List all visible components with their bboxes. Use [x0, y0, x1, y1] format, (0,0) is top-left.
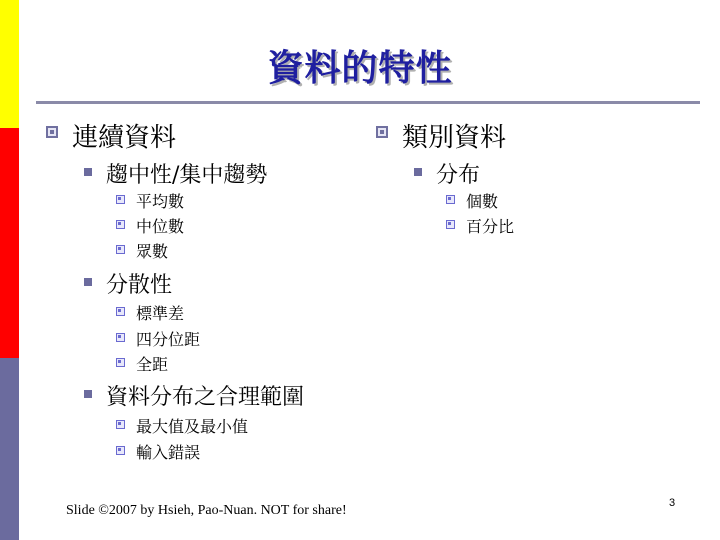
square-bullet-icon — [376, 126, 388, 138]
small-square-bullet-icon — [116, 333, 125, 342]
list-item: 全距 — [136, 355, 169, 374]
list-item: 四分位距 — [136, 330, 201, 349]
filled-square-bullet-icon — [414, 168, 422, 176]
side-bar-red-upper — [0, 128, 19, 256]
title-divider — [36, 101, 700, 104]
side-bar-slate — [0, 358, 19, 540]
group-label: 分散性 — [106, 273, 173, 298]
group-label: 趨中性/集中趨勢 — [106, 163, 268, 188]
list-item: 平均數 — [136, 192, 185, 211]
group-label: 資料分布之合理範圍 — [106, 385, 305, 410]
list-item: 個數 — [466, 192, 499, 211]
group-label: 分布 — [436, 163, 481, 188]
footer-copyright: Slide ©2007 by Hsieh, Pao-Nuan. NOT for share! — [66, 503, 347, 518]
list-item: 百分比 — [466, 217, 515, 236]
list-item: 最大值及最小值 — [136, 417, 249, 436]
small-square-bullet-icon — [116, 446, 125, 455]
small-square-bullet-icon — [446, 220, 455, 229]
filled-square-bullet-icon — [84, 390, 92, 398]
square-bullet-icon — [46, 126, 58, 138]
list-item: 標準差 — [136, 304, 185, 323]
side-bar-red-lower — [0, 256, 19, 358]
small-square-bullet-icon — [116, 220, 125, 229]
filled-square-bullet-icon — [84, 168, 92, 176]
left-heading: 連續資料 — [72, 123, 177, 153]
small-square-bullet-icon — [116, 245, 125, 254]
small-square-bullet-icon — [116, 195, 125, 204]
list-item: 中位數 — [136, 217, 185, 236]
slide-title: 資料的特性 — [267, 47, 453, 89]
small-square-bullet-icon — [446, 195, 455, 204]
filled-square-bullet-icon — [84, 278, 92, 286]
list-item: 眾數 — [136, 242, 169, 261]
small-square-bullet-icon — [116, 420, 125, 429]
right-heading: 類別資料 — [402, 123, 507, 153]
list-item: 輸入錯誤 — [136, 443, 201, 462]
small-square-bullet-icon — [116, 358, 125, 367]
small-square-bullet-icon — [116, 307, 125, 316]
page-number: 3 — [669, 497, 676, 509]
